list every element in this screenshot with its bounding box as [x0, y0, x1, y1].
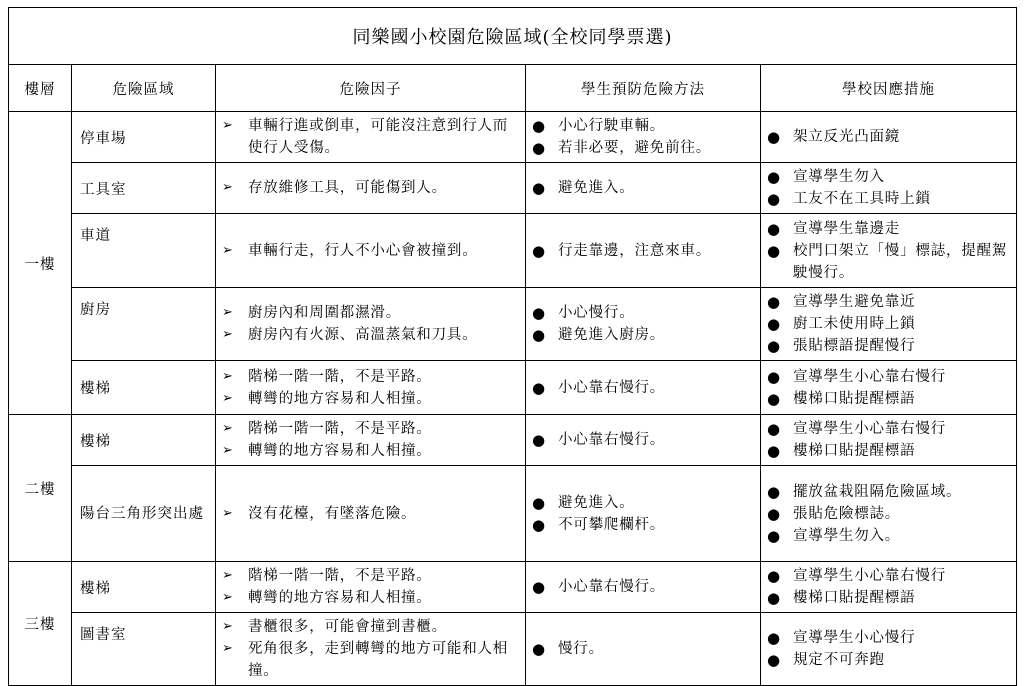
arrow-bullet-icon: ➢ [222, 180, 233, 195]
list-item-text: 廚工未使用時上鎖 [793, 316, 916, 332]
dot-bullet-icon: ● [532, 326, 546, 344]
dot-bullet-icon: ● [532, 117, 546, 135]
list-item-text: 若非必要，避免前往。 [558, 140, 711, 156]
list-item [532, 514, 756, 536]
arrow-bullet-icon: ➢ [222, 590, 233, 605]
factors-cell [216, 163, 526, 214]
list-item-text: 轉彎的地方容易和人相撞。 [248, 590, 432, 606]
measure-list [761, 363, 1016, 413]
factors-cell [216, 613, 526, 686]
list-item [767, 525, 1012, 547]
factor-list [216, 613, 525, 685]
list-item-text: 轉彎的地方容易和人相撞。 [248, 390, 432, 407]
factors-cell [216, 288, 526, 361]
list-item-text: 規定不可奔跑 [793, 652, 885, 668]
method-list [526, 573, 760, 601]
arrow-bullet-icon: ➢ [222, 505, 233, 521]
dot-bullet-icon: ● [767, 526, 781, 545]
list-item [767, 240, 1012, 284]
list-item-text: 小心靠右慢行。 [558, 432, 666, 448]
list-item-text: 張貼標語提醒慢行 [793, 338, 916, 354]
factors-cell [216, 361, 526, 415]
measure-list [761, 624, 1016, 674]
list-item-text: 宣導學生小心慢行 [793, 630, 916, 646]
dot-bullet-icon: ● [767, 420, 781, 438]
measures-cell [761, 163, 1017, 214]
list-item-text: 宣導學生小心靠右慢行 [793, 368, 946, 385]
list-item-text: 廚房內和周圍都濕滑。 [248, 305, 401, 321]
method-list [526, 489, 760, 539]
list-item-text: 擺放盆栽阻隔危險區域。 [793, 483, 962, 500]
measure-list [761, 415, 1016, 465]
arrow-bullet-icon: ➢ [222, 242, 233, 258]
dot-bullet-icon: ● [767, 504, 781, 523]
measures-cell [761, 214, 1017, 288]
measures-cell [761, 112, 1017, 163]
list-item [532, 324, 756, 346]
list-item-text: 校門口架立「慢」標誌，提醒駕駛慢行。 [793, 242, 1008, 281]
list-item [767, 565, 1012, 587]
arrow-bullet-icon: ➢ [222, 305, 233, 320]
dot-bullet-icon: ● [532, 431, 546, 449]
measures-cell [761, 466, 1017, 562]
floor-cell: 二樓 [9, 415, 72, 562]
dot-bullet-icon: ● [532, 304, 546, 322]
list-item-text: 車輛行進或倒車，可能沒注意到行人而使行人受傷。 [248, 118, 509, 156]
list-item-text: 宣導學生避免靠近 [793, 294, 916, 310]
factor-list [216, 415, 525, 465]
methods-cell [526, 562, 761, 613]
list-item [767, 649, 1012, 671]
dot-bullet-icon: ● [767, 482, 781, 501]
dot-bullet-icon: ● [767, 442, 781, 460]
list-item [767, 366, 1012, 388]
list-item-text: 宣導學生勿入。 [793, 527, 901, 544]
list-item [767, 481, 1012, 503]
floor-cell: 三樓 [9, 562, 72, 686]
measures-cell [761, 361, 1017, 415]
list-item-text: 廚房內有火源、高溫蒸氣和刀具。 [248, 327, 478, 343]
measures-cell [761, 562, 1017, 613]
list-item [222, 503, 521, 525]
list-item-text: 宣導學生勿入 [793, 169, 885, 185]
factor-list [216, 237, 525, 265]
measure-list [761, 562, 1016, 612]
dot-bullet-icon: ● [767, 567, 781, 585]
table-row [9, 613, 1017, 686]
dot-bullet-icon: ● [767, 315, 781, 333]
list-item-text: 小心慢行。 [558, 305, 635, 321]
list-item-text: 階梯一階一階，不是平路。 [248, 421, 432, 437]
list-item-text: 死角很多，走到轉彎的地方可能和人相撞。 [248, 641, 509, 679]
factors-cell [216, 562, 526, 613]
header-factors: 危險因子 [216, 65, 526, 112]
list-item [767, 587, 1012, 609]
list-item [222, 177, 521, 199]
list-item-text: 工友不在工具時上鎖 [793, 191, 931, 207]
methods-cell [526, 415, 761, 466]
list-item-text: 樓梯口貼提醒標語 [793, 590, 916, 606]
table-row [9, 562, 1017, 613]
list-item [767, 218, 1012, 240]
dot-bullet-icon: ● [532, 139, 546, 157]
arrow-bullet-icon: ➢ [222, 327, 233, 342]
dot-bullet-icon: ● [532, 515, 546, 534]
list-item-text: 小心靠右慢行。 [558, 579, 666, 595]
dot-bullet-icon: ● [767, 168, 781, 186]
list-item [767, 166, 1012, 188]
factor-list [216, 112, 525, 162]
list-item-text: 沒有花檯，有墜落危險。 [248, 505, 417, 522]
list-item-text: 存放維修工具，可能傷到人。 [248, 180, 447, 196]
dot-bullet-icon: ● [767, 589, 781, 607]
methods-cell [526, 214, 761, 288]
list-item [532, 137, 756, 159]
table-row [9, 288, 1017, 361]
dot-bullet-icon: ● [767, 128, 781, 146]
list-item-text: 慢行。 [558, 641, 604, 657]
list-item [222, 115, 521, 159]
measures-cell [761, 613, 1017, 686]
list-item-text: 宣導學生靠邊走 [793, 220, 901, 237]
factors-cell [216, 466, 526, 562]
list-item [222, 418, 521, 440]
arrow-bullet-icon: ➢ [222, 390, 233, 406]
dot-bullet-icon: ● [532, 578, 546, 596]
dot-bullet-icon: ● [767, 629, 781, 647]
floor-cell: 一樓 [9, 112, 72, 415]
list-item-text: 階梯一階一階，不是平路。 [248, 568, 432, 584]
list-item [222, 616, 521, 638]
list-item [767, 388, 1012, 410]
list-item-text: 行走靠邊，注意來車。 [558, 242, 711, 259]
dot-bullet-icon: ● [767, 219, 781, 238]
method-list [526, 299, 760, 349]
list-item [767, 313, 1012, 335]
dot-bullet-icon: ● [532, 640, 546, 658]
list-item [767, 188, 1012, 210]
area-cell: 陽台三角形突出處 [72, 466, 216, 562]
factor-list [216, 500, 525, 528]
dot-bullet-icon: ● [767, 293, 781, 311]
factor-list [216, 363, 525, 413]
measure-list [761, 478, 1016, 550]
area-cell: 車道 [72, 214, 216, 288]
list-item-text: 張貼危險標誌。 [793, 505, 901, 522]
method-list [526, 374, 760, 402]
method-list [526, 174, 760, 202]
area-cell: 樓梯 [72, 562, 216, 613]
list-item [222, 366, 521, 388]
list-item-text: 宣導學生小心靠右慢行 [793, 568, 946, 584]
list-item [222, 388, 521, 410]
arrow-bullet-icon: ➢ [222, 421, 233, 436]
table-row [9, 415, 1017, 466]
table-row [9, 361, 1017, 415]
measure-list [761, 123, 1016, 151]
list-item-text: 宣導學生小心靠右慢行 [793, 421, 946, 437]
list-item-text: 避免進入廚房。 [558, 327, 666, 343]
list-item-text: 階梯一階一階，不是平路。 [248, 368, 432, 385]
methods-cell [526, 613, 761, 686]
dot-bullet-icon: ● [767, 389, 781, 408]
list-item [767, 627, 1012, 649]
area-cell: 工具室 [72, 163, 216, 214]
list-item [532, 429, 756, 451]
list-item [532, 377, 756, 399]
factors-cell [216, 112, 526, 163]
list-item [532, 576, 756, 598]
list-item [767, 335, 1012, 357]
list-item [532, 302, 756, 324]
header-methods: 學生預防危險方法 [526, 65, 761, 112]
list-item [767, 440, 1012, 462]
area-cell: 廚房 [72, 288, 216, 361]
factor-list [216, 174, 525, 202]
factor-list [216, 562, 525, 612]
methods-cell [526, 466, 761, 562]
arrow-bullet-icon: ➢ [222, 641, 233, 656]
dot-bullet-icon: ● [767, 337, 781, 355]
dot-bullet-icon: ● [532, 179, 546, 197]
list-item [532, 115, 756, 137]
list-item [532, 177, 756, 199]
methods-cell [526, 288, 761, 361]
list-item-text: 小心行駛車輛。 [558, 118, 666, 134]
list-item-text: 不可攀爬欄杆。 [558, 516, 666, 533]
list-item-text: 樓梯口貼提醒標語 [793, 443, 916, 459]
factor-list [216, 299, 525, 349]
arrow-bullet-icon: ➢ [222, 118, 233, 133]
arrow-bullet-icon: ➢ [222, 568, 233, 583]
factors-cell [216, 415, 526, 466]
dot-bullet-icon: ● [532, 493, 546, 512]
methods-cell [526, 361, 761, 415]
list-item [532, 638, 756, 660]
measures-cell [761, 288, 1017, 361]
methods-cell [526, 112, 761, 163]
header-floor: 樓層 [9, 65, 72, 112]
list-item [222, 587, 521, 609]
method-list [526, 237, 760, 265]
dot-bullet-icon: ● [532, 241, 546, 260]
table-body [9, 112, 1017, 686]
list-item [222, 302, 521, 324]
list-item-text: 書櫃很多，可能會撞到書櫃。 [248, 619, 447, 635]
dot-bullet-icon: ● [767, 367, 781, 386]
list-item [767, 291, 1012, 313]
list-item-text: 樓梯口貼提醒標語 [793, 390, 916, 407]
dot-bullet-icon: ● [767, 190, 781, 208]
list-item [767, 126, 1012, 148]
list-item-text: 避免進入。 [558, 494, 635, 511]
header-measures: 學校因應措施 [761, 65, 1017, 112]
arrow-bullet-icon: ➢ [222, 619, 233, 634]
list-item [532, 492, 756, 514]
dot-bullet-icon: ● [532, 378, 546, 397]
method-list [526, 426, 760, 454]
measure-list [761, 215, 1016, 287]
arrow-bullet-icon: ➢ [222, 368, 233, 384]
table-row [9, 112, 1017, 163]
list-item [532, 240, 756, 262]
arrow-bullet-icon: ➢ [222, 443, 233, 458]
dot-bullet-icon: ● [767, 651, 781, 669]
list-item-text: 避免進入。 [558, 180, 635, 196]
methods-cell [526, 163, 761, 214]
list-item-text: 小心靠右慢行。 [558, 379, 666, 396]
method-list [526, 635, 760, 663]
list-item [222, 440, 521, 462]
area-cell: 樓梯 [72, 415, 216, 466]
area-cell: 停車場 [72, 112, 216, 163]
measures-cell [761, 415, 1017, 466]
list-item-text: 架立反光凸面鏡 [793, 129, 901, 145]
measure-list [761, 163, 1016, 213]
dot-bullet-icon: ● [767, 241, 781, 260]
header-area: 危險區域 [72, 65, 216, 112]
list-item [222, 324, 521, 346]
table-title: 同樂國小校園危險區域(全校同學票選) [9, 8, 1017, 65]
area-cell: 樓梯 [72, 361, 216, 415]
area-cell: 圖書室 [72, 613, 216, 686]
list-item-text: 轉彎的地方容易和人相撞。 [248, 443, 432, 459]
table-row [9, 214, 1017, 288]
list-item [767, 418, 1012, 440]
list-item [222, 565, 521, 587]
list-item [222, 638, 521, 682]
danger-zone-table [8, 7, 1017, 686]
measure-list [761, 288, 1016, 360]
table-row [9, 163, 1017, 214]
table-row [9, 466, 1017, 562]
list-item [767, 503, 1012, 525]
list-item [222, 240, 521, 262]
factors-cell [216, 214, 526, 288]
list-item-text: 車輛行走，行人不小心會被撞到。 [248, 242, 478, 259]
method-list [526, 112, 760, 162]
